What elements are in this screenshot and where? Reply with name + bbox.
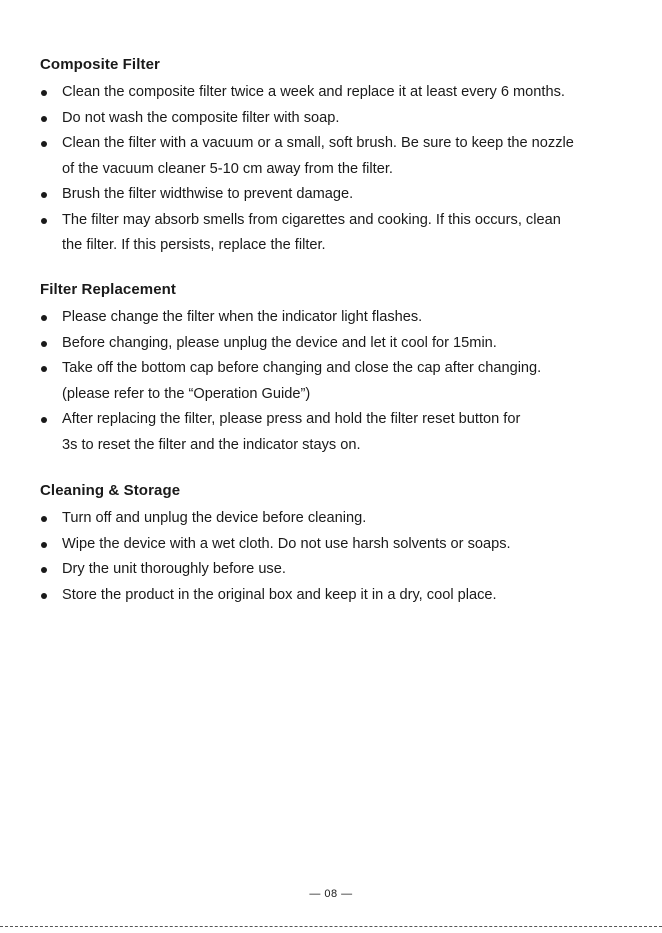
bullet-icon bbox=[41, 417, 47, 423]
bullet-icon bbox=[41, 341, 47, 347]
list-item-text: The filter may absorb smells from cigarettes and cooking. If this occurs, clean bbox=[62, 211, 561, 228]
list-item bbox=[40, 80, 640, 106]
list-item bbox=[40, 532, 640, 558]
section-heading: Filter Replacement bbox=[40, 281, 177, 298]
section-composite-filter bbox=[40, 54, 640, 259]
list-item bbox=[40, 506, 640, 532]
list-item-text-continued: of the vacuum cleaner 5-10 cm away from the filter. bbox=[62, 160, 393, 177]
bullet-list bbox=[40, 305, 640, 458]
bullet-icon bbox=[41, 542, 47, 548]
bullet-list bbox=[40, 506, 640, 608]
bullet-icon bbox=[41, 567, 47, 573]
bullet-icon bbox=[41, 516, 47, 522]
list-item bbox=[40, 583, 640, 609]
list-item-text: Take off the bottom cap before changing and close the cap after changing. bbox=[62, 360, 542, 376]
bullet-icon bbox=[41, 90, 47, 96]
bullet-icon bbox=[41, 218, 47, 224]
page-number: — 08 — bbox=[309, 888, 353, 900]
list-item-text-continued: (please refer to the “Operation Guide”) bbox=[62, 385, 311, 402]
list-item-text: Clean the filter with a vacuum or a small, soft brush. Be sure to keep the nozzle bbox=[62, 135, 574, 151]
list-item-text: Please change the filter when the indicator light flashes. bbox=[62, 309, 423, 325]
bullet-list bbox=[40, 80, 640, 259]
list-item bbox=[40, 305, 640, 331]
list-item bbox=[40, 208, 640, 259]
list-item-text-continued: 3s to reset the filter and the indicator stays on. bbox=[62, 436, 361, 453]
section-heading: Composite Filter bbox=[40, 56, 160, 73]
list-item bbox=[40, 106, 640, 132]
bullet-icon bbox=[41, 593, 47, 599]
list-item bbox=[40, 407, 640, 458]
list-item-text: Wipe the device with a wet cloth. Do not use harsh solvents or soaps. bbox=[62, 535, 511, 552]
list-item-text: Before changing, please unplug the device and let it cool for 15min. bbox=[62, 334, 497, 351]
section-cleaning-storage bbox=[40, 480, 640, 608]
section-heading: Cleaning & Storage bbox=[40, 482, 181, 499]
list-item-text: Brush the filter widthwise to prevent damage. bbox=[62, 186, 354, 202]
list-item-text: Store the product in the original box and keep it in a dry, cool place. bbox=[62, 586, 497, 603]
list-item-text: Dry the unit thoroughly before use. bbox=[62, 561, 286, 577]
bullet-icon bbox=[41, 366, 47, 372]
list-item bbox=[40, 356, 640, 407]
list-item bbox=[40, 557, 640, 583]
list-item bbox=[40, 182, 640, 208]
section-filter-replacement bbox=[40, 279, 640, 458]
list-item-text: Clean the composite filter twice a week and replace it at least every 6 months. bbox=[62, 84, 565, 100]
bullet-icon bbox=[41, 116, 47, 122]
footer-divider bbox=[0, 926, 662, 927]
list-item bbox=[40, 331, 640, 357]
list-item-text: After replacing the filter, please press and hold the filter reset button for bbox=[62, 411, 521, 427]
bullet-icon bbox=[41, 141, 47, 147]
bullet-icon bbox=[41, 192, 47, 198]
list-item-text-continued: the filter. If this persists, replace the filter. bbox=[62, 237, 326, 253]
list-item-text: Turn off and unplug the device before cleaning. bbox=[62, 510, 367, 526]
list-item-text: Do not wash the composite filter with soap. bbox=[62, 109, 340, 126]
list-item bbox=[40, 131, 640, 182]
bullet-icon bbox=[41, 315, 47, 321]
